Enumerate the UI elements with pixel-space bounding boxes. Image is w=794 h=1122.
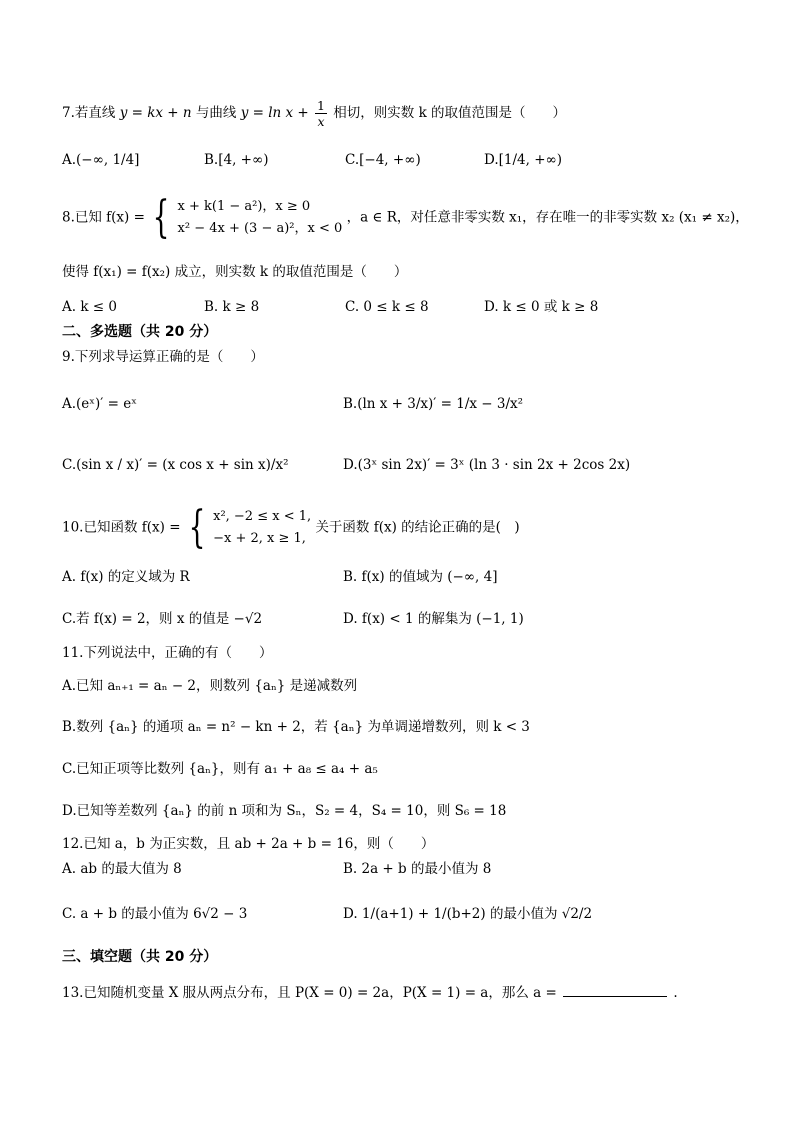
q7-option-c: C.[−4, +∞) xyxy=(345,152,421,168)
q10-case-1: x², −2 ≤ x < 1, xyxy=(213,509,312,524)
q11-option-d: D.已知等差数列 {aₙ} 的前 n 项和为 Sₙ，S₂ = 4，S₄ = 10，则 S₆ = 18 xyxy=(62,803,507,819)
q8-stem-line2: 使得 f(x₁) = f(x₂) 成立，则实数 k 的取值范围是（ ） xyxy=(62,264,408,280)
q7-frac-num: 1 xyxy=(317,98,325,113)
q7-stem-pre: 7.若直线 xyxy=(62,105,116,121)
q13-stem-pre: 13.已知随机变量 X 服从两点分布，且 P(X = 0) = 2a，P(X = 1) = a，那么 a = xyxy=(62,985,557,1001)
q8-option-c: C. 0 ≤ k ≤ 8 xyxy=(345,299,429,315)
q11-option-b: B.数列 {aₙ} 的通项 aₙ = n² − kn + 2，若 {aₙ} 为单调递增数列，则 k < 3 xyxy=(62,719,530,735)
q8-brace: { xyxy=(152,192,170,243)
q8-stem xyxy=(62,192,749,243)
q12-option-c: C. a + b 的最小值为 6√2 − 3 xyxy=(62,906,248,922)
q12-stem: 12.已知 a，b 为正实数，且 ab + 2a + b = 16，则（ ） xyxy=(62,836,435,852)
q12-option-b: B. 2a + b 的最小值为 8 xyxy=(343,861,492,877)
q7-stem-post: 相切，则实数 k 的取值范围是（ ） xyxy=(333,105,567,121)
q11-option-c: C.已知正项等比数列 {aₙ}，则有 a₁ + a₈ ≤ a₄ + a₅ xyxy=(62,761,378,777)
q10-brace: { xyxy=(188,502,206,553)
q11-option-a: A.已知 aₙ₊₁ = aₙ − 2，则数列 {aₙ} 是递减数列 xyxy=(62,678,358,694)
q12-option-a: A. ab 的最大值为 8 xyxy=(62,861,182,877)
section-3-heading: 三、填空题（共 20 分） xyxy=(62,949,218,965)
q8-option-d: D. k ≤ 0 或 k ≥ 8 xyxy=(484,299,599,315)
q7-stem-mid: 与曲线 xyxy=(195,105,237,121)
q8-case-2: x² − 4x + (3 − a)²，x < 0 xyxy=(177,221,343,236)
q9-stem: 9.下列求导运算正确的是（ ） xyxy=(62,349,264,365)
q11-stem: 11.下列说法中，正确的有（ ） xyxy=(62,645,273,661)
q9-option-a: A.(eˣ)′ = eˣ xyxy=(62,396,137,412)
q10-option-d: D. f(x) < 1 的解集为 (−1, 1) xyxy=(343,611,524,627)
q8-stem-pre: 8.已知 f(x) = xyxy=(62,209,145,226)
q7-curve-eq: y = ln x + xyxy=(240,105,309,121)
q10-case-2: −x + 2, x ≥ 1, xyxy=(213,531,306,546)
q7-frac-den: x xyxy=(317,114,325,129)
q9-option-c: C.(sin x / x)′ = (x cos x + sin x)/x² xyxy=(62,457,289,473)
q7-option-d: D.[1/4, +∞) xyxy=(484,152,563,168)
q10-cases xyxy=(213,506,311,550)
q8-cases xyxy=(178,196,343,240)
q9-option-b: B.(ln x + 3/x)′ = 1/x − 3/x² xyxy=(343,396,524,412)
q10-stem-post: 关于函数 f(x) 的结论正确的是( ) xyxy=(315,519,520,536)
q10-stem xyxy=(62,502,520,553)
q13-answer-blank[interactable] xyxy=(563,982,667,997)
q7-fraction xyxy=(315,98,327,129)
q7-line-eq: y = kx + n xyxy=(119,105,192,121)
q10-option-c: C.若 f(x) = 2，则 x 的值是 −√2 xyxy=(62,611,263,627)
q8-option-b: B. k ≥ 8 xyxy=(204,299,260,315)
q8-option-a: A. k ≤ 0 xyxy=(62,299,117,315)
q10-option-b: B. f(x) 的值域为 (−∞, 4] xyxy=(343,569,498,585)
q10-option-a: A. f(x) 的定义域为 R xyxy=(62,569,190,585)
q8-stem-post: ，a ∈ R，对任意非零实数 x₁，存在唯一的非零实数 x₂ (x₁ ≠ x₂)， xyxy=(346,209,749,226)
q7-option-b: B.[4, +∞) xyxy=(204,152,269,168)
q7-option-a: A.(−∞, 1/4] xyxy=(62,152,140,168)
q12-option-d: D. 1/(a+1) + 1/(b+2) 的最小值为 √2/2 xyxy=(343,906,593,922)
q9-option-d: D.(3ˣ sin 2x)′ = 3ˣ (ln 3 · sin 2x + 2cos 2x) xyxy=(343,457,631,473)
section-2-heading: 二、多选题（共 20 分） xyxy=(62,324,218,340)
q13-stem-end: . xyxy=(673,985,678,1001)
q13-stem xyxy=(62,982,678,1003)
q8-case-1: x + k(1 − a²)，x ≥ 0 xyxy=(177,199,311,214)
q10-stem-pre: 10.已知函数 f(x) = xyxy=(62,519,181,536)
q7-stem xyxy=(62,98,566,129)
